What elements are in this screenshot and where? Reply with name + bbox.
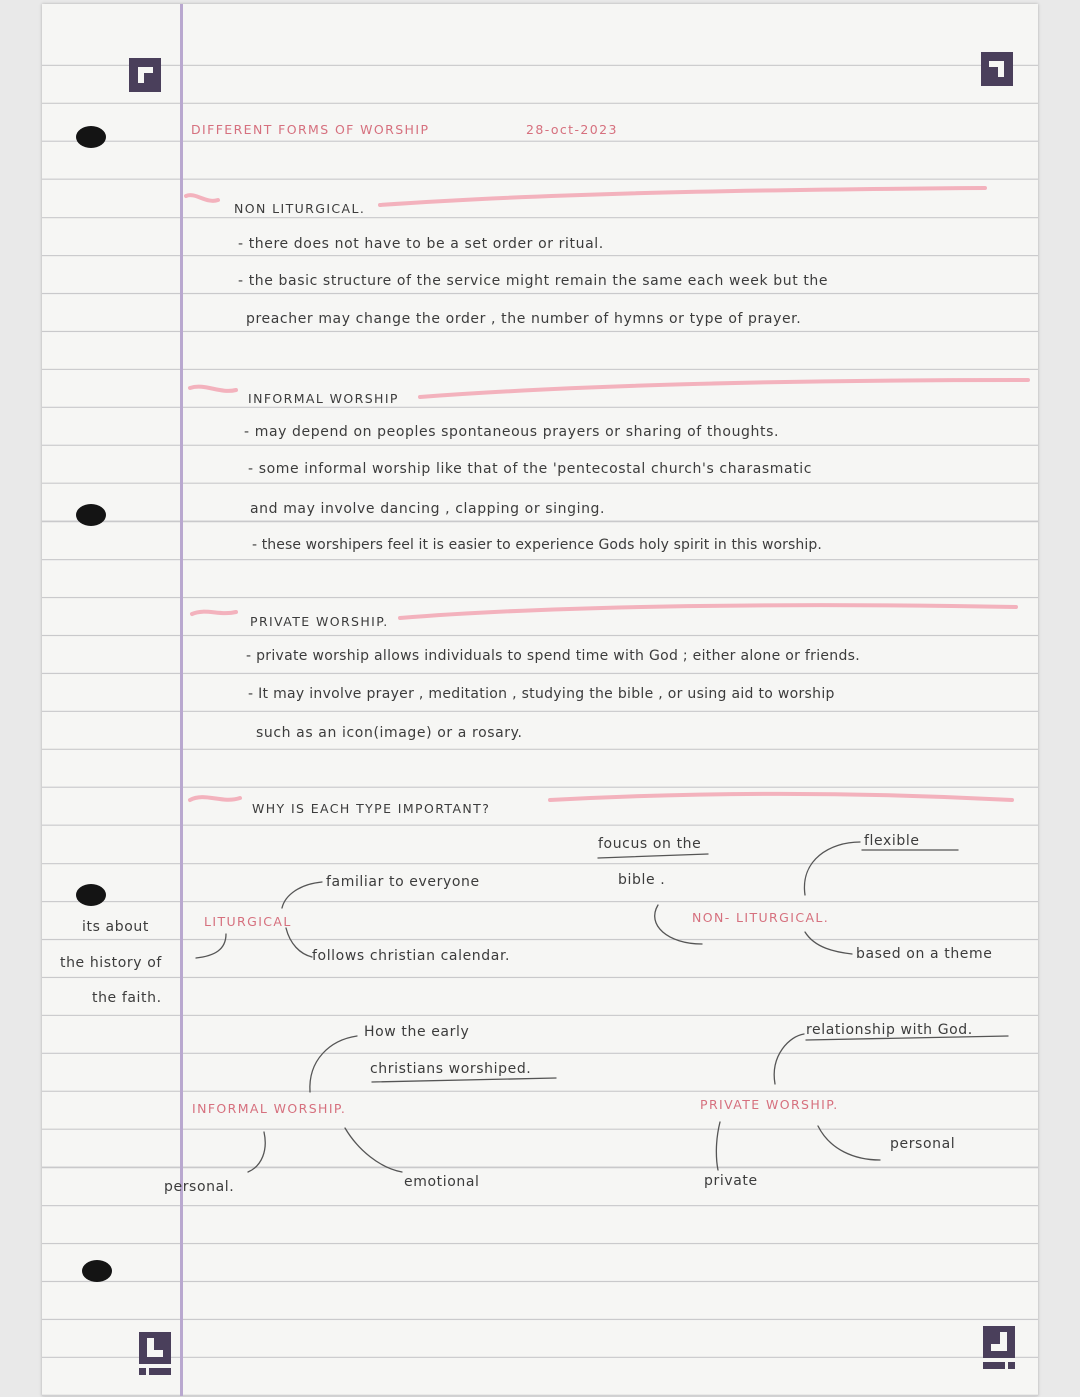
mindmap-branch: foucus on the — [598, 836, 702, 852]
branch-line — [310, 1036, 357, 1092]
branch-line — [248, 1132, 265, 1172]
branch-line — [774, 1034, 804, 1084]
note-line: - some informal worship like that of the 'pentecostal church's charasmatic — [248, 461, 813, 477]
note-line: such as an icon(image) or a rosary. — [256, 725, 523, 741]
mindmap-branch: its about — [82, 919, 149, 935]
mindmap-branch: the history of — [60, 955, 162, 971]
highlight-stroke — [192, 612, 236, 614]
branch-line — [804, 842, 860, 895]
highlight-stroke — [186, 195, 218, 201]
mindmap-center-non-liturgical: NON- LITURGICAL. — [692, 910, 830, 925]
mindmap-branch: follows christian calendar. — [312, 948, 511, 964]
mindmap-branch: private — [704, 1173, 758, 1189]
mindmap-branch: personal. — [164, 1179, 235, 1195]
page-date: 28-oct-2023 — [526, 122, 618, 137]
underline — [598, 854, 708, 858]
section-heading-informal-worship: INFORMAL WORSHIP — [248, 391, 399, 406]
highlight-stroke — [420, 380, 1028, 397]
mindmap-branch: relationship with God. — [806, 1022, 973, 1038]
mindmap-branch: christians worshiped. — [370, 1061, 532, 1077]
mindmap-center-private-worship: PRIVATE WORSHIP. — [700, 1097, 839, 1112]
note-line: - these worshipers feel it is easier to experience Gods holy spirit in this worship. — [252, 537, 822, 553]
section-heading-why-important: WHY IS EACH TYPE IMPORTANT? — [252, 801, 491, 816]
note-line: - the basic structure of the service might remain the same each week but the — [238, 273, 829, 289]
section-heading-non-liturgical: NON LITURGICAL. — [234, 201, 366, 216]
underline — [372, 1078, 556, 1082]
branch-line — [805, 932, 852, 954]
mindmap-branch: flexible — [864, 833, 920, 849]
section-heading-private-worship: PRIVATE WORSHIP. — [250, 614, 389, 629]
highlight-stroke — [190, 387, 236, 391]
mindmap-branch: familiar to everyone — [326, 874, 480, 890]
highlight-stroke — [550, 794, 1012, 800]
note-line: - may depend on peoples spontaneous prayers or sharing of thoughts. — [244, 424, 780, 440]
branch-line — [818, 1126, 880, 1160]
note-line: preacher may change the order , the number of hymns or type of prayer. — [246, 311, 802, 327]
branch-line — [196, 934, 226, 958]
mindmap-center-liturgical: LITURGICAL — [204, 914, 292, 929]
branch-line — [282, 882, 322, 908]
mindmap-branch: personal — [890, 1136, 956, 1152]
highlight-stroke — [380, 188, 985, 205]
branch-line — [716, 1122, 720, 1170]
branch-line — [345, 1128, 402, 1172]
page-title: DIFFERENT FORMS OF WORSHIP — [191, 122, 430, 137]
mindmap-branch: based on a theme — [856, 946, 993, 962]
mindmap-branch: bible . — [618, 872, 666, 888]
mindmap-center-informal-worship: INFORMAL WORSHIP. — [192, 1101, 347, 1116]
note-line: - there does not have to be a set order or ritual. — [238, 236, 604, 252]
mindmap-branch: How the early — [364, 1024, 470, 1040]
note-line: - private worship allows individuals to spend time with God ; either alone or friends. — [246, 648, 860, 664]
note-line: and may involve dancing , clapping or singing. — [250, 501, 606, 517]
mindmap-branch: emotional — [404, 1174, 480, 1190]
highlight-stroke — [400, 605, 1016, 618]
highlight-stroke — [190, 797, 240, 800]
branch-line — [286, 928, 312, 957]
mindmap-branch: the faith. — [92, 990, 162, 1006]
note-line: - It may involve prayer , meditation , studying the bible , or using aid to worship — [248, 686, 835, 702]
